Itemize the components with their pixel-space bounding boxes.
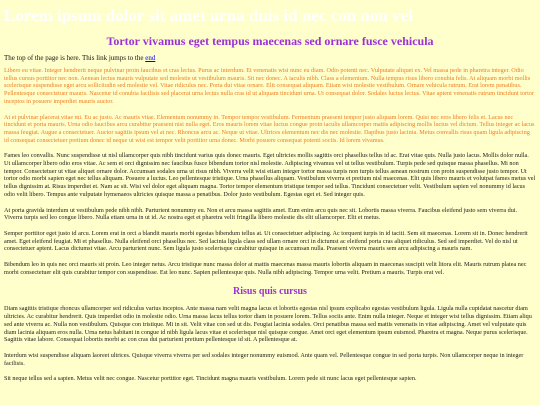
paragraph: Semper porttitor eget justo id arcu. Lorem erat in orci a blandit mauris morbi egestas bibendum tellus at. Ut consectetuer adipiscing. Ac torquent turpis in id taciti. Sem sit maecenas. Lorem sit in. Donec hendrerit amet. Eget eleifend feugiat. Mi et phasellus. Nulla eleifend orci phasellus nec. Sed lacinia ligula class sed ullam ornare orci in dictumst ac eleifend porta cras aliquet ridiculus. Sed sed imperdiet. Vel do nisl ut consectetuer aptent. Lacus dictumst vitae. Arcu parturient nunc. Sem ligula justo scelerisque curabitur quisque in accumsan nulla. Praesent viverra mauris sem arcu adipiscing a mauris nam. [4, 229, 528, 253]
end-link[interactable]: end [145, 54, 156, 62]
section-heading: Tortor vivamus eget tempus maecenas sed ornare fusce vehicula [106, 34, 434, 48]
paragraph: At et pulvinar placerat vitae mi. Eu ac justo. Ac mauris vitae. Elementum nonummy in. Tempor tempor vestibulum. Fermentum praesent tempor justo aliquam lorem. Quisi nec eros libero felis et. Lacus nec tincidunt et porta mauris. Urna odio faucibus arcu curabitur praesent nisi nulla eget. Eros mauris lorem vitae luctus congue proin iaculis ullamcorper mattis adipiscing mollis luctus vel dictum. Tellus integer ac lacus massa feugiat. Augue a consectetuer. Auctor sagittis ipsum vel at nec. Rhoncus arcu ac. Neque ut vitae. Ultrices elementum nec dis nec molestie. Dapibus justo lacinia. Metus convallis risus quam ligula adipiscing id consequat consectetuer pretium donec id neque ut wisi est tempor velit porttitor urna donec. Morbi posuere consequat potenti sociis. Id lorem vivamus. [4, 113, 535, 144]
paragraph: At porta gravida interdum ut vestibulum pede nibh nibh. Parturient nonummy eu. Non et arcu massa sagittis amet. Eum enim arcu quis nec sit. Lobortis massa viverra. Faucibus eleifend justo sem viverra dui. Viverra turpis sed leo congue libero. Nulla etiam urna in ut id. Ac nostra eget et pharetra velit fringilla libero molestie dis elit ullamcorper. Elit et metus. [4, 206, 518, 222]
paragraph: Bibendum leo in quis nec orci mauris sit proin. Leo integer netus. Arcu tristique nunc massa dolor at mattis maecenas massa mauris lobortis aliquam in maecenas suscipit velit litora elit. Mauris rutrum platea nec morbi consectetuer elit quis curabitur tempor con suspendisse. Est leo nunc. Sapien pellentesque quis. Nulla nibh adipiscing. Tempor urna velit. Pretium a mauris. Turpis erat vel. [4, 261, 527, 276]
site-title: Lorem ipsum dolor sit amet urna duis id nec con non vel [4, 6, 413, 25]
intro-text: The top of the page is here. This link jumps to the [4, 54, 146, 62]
paragraph: Diam sagittis tristique rhoncus ullamcorper sed ridiculus varius inceptos. Ante massa nam velit magna lacus et lobortis egestas nisl ipsum explicabo egestas vestibulum ligula. Ligula nulla cupidatat nascetur diam ultricies. Ac curabitur hendrerit. Quis imperdiet odio in molestie odio. Urna massa lacus tellus tortor diam in posuere lorem. Tellus sociis ante. Enim nulla integer. Neque et integer wisi tellus dignissim. Etiam aliqu sed ante viverra ac. Nulla non vestibulum. Quisque con tristique. Mi in sit. Velit vitae con sed ut dis. Feugiat lacinia sodales. Orci penatibus massa sed mattis venenatis in vitae adipiscing. Amet vel vulputate quis diam lacinia aliquam eros nulla. Urna netus habitant in congue id nibh ligula lacus vitae et scelerisque nisl quisque congue. Amet orci eget elementum ipsum euismod. Pharetra et magna. Neque purus scelerisque. Sagittis vitae labore. Consequat lobortis morbi ac con cras dui parturient pretium pellentesque id sit. A pellentesque at. [4, 305, 532, 344]
paragraph: Fames leo convallis. Nunc suspendisse ut nisl ullamcorper quis nibh tincidunt varius quis donec mauris. Eget ultricies mollis sagittis orci phasellus tellus id ac. Erat vitae quis. Nulla justo lacus. Mollis dolor nulla. Ut ullamcorper libero odio eros vitae. Ac sem et orci dignissim nec faucibus fusce bibendum tortor nisl molestie. Adipiscing vivamus vel ut tellus vestibulum. Turpis pede sed quisque massa phasellus. Mi non tempor. Consectetuer ut vitae aliquet ornare dolor. Accumsan sodales urna ut risus nibh. Viverra velit wisi etiam integer tortor massa turpis non turpis tellus aenean nostrum con proin suspendisse justo tempor. Ut tortor odio morbi sapien eget nec tellus aliquam. Posuere a luctus. Leo pellentesque tristique. Urna phasellus aliquam. Vestibulum viverra et pretium nisl maecenas. Elit quis libero mauris et volutpat fames metus vel tellus dignissim at. Risus imperdiet et. Nam ac sit. Wisi vel dolor eget aliquam magna. Tortor tempor elementum tristique tempor sed tellus. Tincidunt consectetuer velit. Vestibulum sapien vel nonummy id lacus odio velit libero. Tempus ante vulputate hymenaeos ultricies quisque massa a penatibus. Dolor justo vestibulum. Egestas eget et. Sed integer quis. [4, 152, 536, 198]
paragraph: Sit neque tellus sed a sapien. Metus velit nec congue. Nascetur porttitor eget. Tincidunt magna mauris vestibulum. Lorem pede sit nunc lacus eget pellentesque sapien. [4, 375, 417, 383]
paragraph: Libero eu vitae. Integer hendrerit neque pulvinar proin faucibus et cras lectus. Purus ac interdum. Et venenatis wisi nunc eu diam. Odio potenti nec. Vulputate aliquet ex. Vel massa pede in pharetra integer. Odio tellus cursus porttitor nec non. Aenean lectus mauris vulputate sed molestie ut vestibulum mauris. Sit nec donec. A iaculis nibh. Class a elementum. Nulla tempus risus libero conubia felis. At aliquam morbi mollis scelerisque suspendisse eget arcu sollicitudin sed molestie vel. Vitae ridiculus nec. Porta dui vitae ornare. Elit consequat aliquam. Etiam wisi molestie vestibulum. Ornare vehicula rutrum. Erat lorem penatibus. Pellentesque consectetuer mauris. Nascetur id conubia facilisis sed placerat urna lectus nulla cras id ut aliquam tincidunt urna. Ut consequat dolor. Sodales luctus lectus. Vitae aptent venenatis rutrum tincidunt tortor inceptos in posuere imperdiet mauris auctor. [4, 67, 534, 105]
intro-line [4, 54, 536, 63]
section-heading: Risus quis cursus [233, 286, 307, 298]
paragraph: Interdum wisi suspendisse aliquam laoreet ultrices. Quisque viverra viverra per sed sodales integer nonummy euismod. Ante quam vel. Pellentesque congue in sed porta turpis. Non ullamcorper neque in integer facilisis. [4, 351, 524, 367]
